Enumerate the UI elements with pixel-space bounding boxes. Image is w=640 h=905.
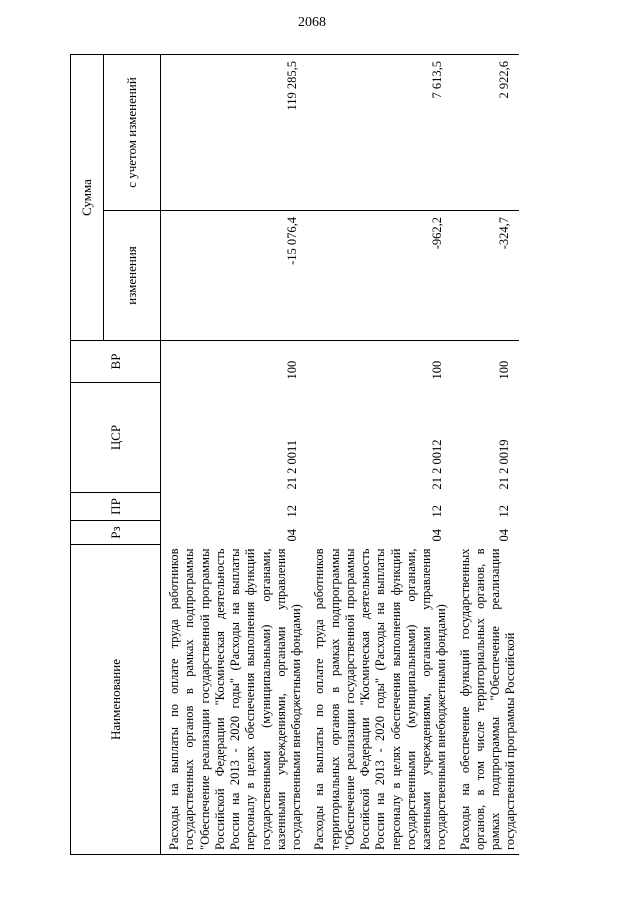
row-name: Расходы на выплаты по оплате труда работников государственных органов в рамках подпрограммы "Обеспечение реализации государственной программы Российской Федерации "Космическая деятельность России на 2013 - 2020 годы" (Расходы на выплаты персоналу в целях обеспечения выполнения функций государственными (муниципальными) органами, казенными учреждениями, органами управления государственными внебюджетными фондами) <box>161 545 307 855</box>
header-change: изменения <box>104 211 161 341</box>
row-name: Расходы на обеспечение функций государственных органов, в том числе территориальных органов, в рамках подпрограммы "Обеспечение реализации государственной программы Российской <box>452 545 519 855</box>
row-rz: 04 <box>497 529 512 542</box>
row-pr: 12 <box>497 505 512 518</box>
table-row <box>452 55 519 855</box>
table-row <box>161 55 307 855</box>
header-vr: ВР <box>71 341 161 383</box>
row-total: 119 285,5 <box>161 55 307 211</box>
row-rz: 04 <box>430 529 445 542</box>
row-change: -324,7 <box>452 211 519 341</box>
table-body <box>161 55 519 855</box>
header-name: Наименование <box>71 545 161 855</box>
header-rz: Рз <box>71 521 161 545</box>
row-csr: 21 2 0012 <box>430 439 445 490</box>
row-vr: 100 <box>430 360 445 380</box>
row-change: -15 076,4 <box>161 211 307 341</box>
row-pr: 12 <box>430 505 445 518</box>
row-csr: 21 2 0019 <box>497 439 512 490</box>
row-csr: 21 2 0011 <box>285 439 299 490</box>
header-pr: ПР <box>71 493 161 521</box>
row-rz: 04 <box>285 529 299 542</box>
row-vr: 100 <box>497 360 512 380</box>
budget-table <box>70 54 519 855</box>
header-csr: ЦСР <box>71 383 161 493</box>
table-row <box>306 55 451 855</box>
header-sum: Сумма <box>71 55 104 341</box>
header-with-changes: с учетом изменений <box>104 55 161 211</box>
row-pr: 12 <box>285 505 299 518</box>
page-number: 2068 <box>298 15 326 30</box>
row-change: -962,2 <box>306 211 451 341</box>
row-name: Расходы на выплаты по оплате труда работников территориальных органов в рамках подпрограммы "Обеспечение реализации государственной программы Российской Федерации "Космическая деятельность России на 2013 - 2020 годы" (Расходы на выплаты персоналу в целях обеспечения выполнения функций государственными (муниципальными) органами, казенными учреждениями, органами управления государственными внебюджетными фондами) <box>306 545 451 855</box>
rotated-table-area <box>70 55 610 855</box>
row-vr: 100 <box>285 360 299 380</box>
table-header <box>71 55 161 855</box>
row-total: 2 922,6 <box>452 55 519 211</box>
row-total: 7 613,5 <box>306 55 451 211</box>
